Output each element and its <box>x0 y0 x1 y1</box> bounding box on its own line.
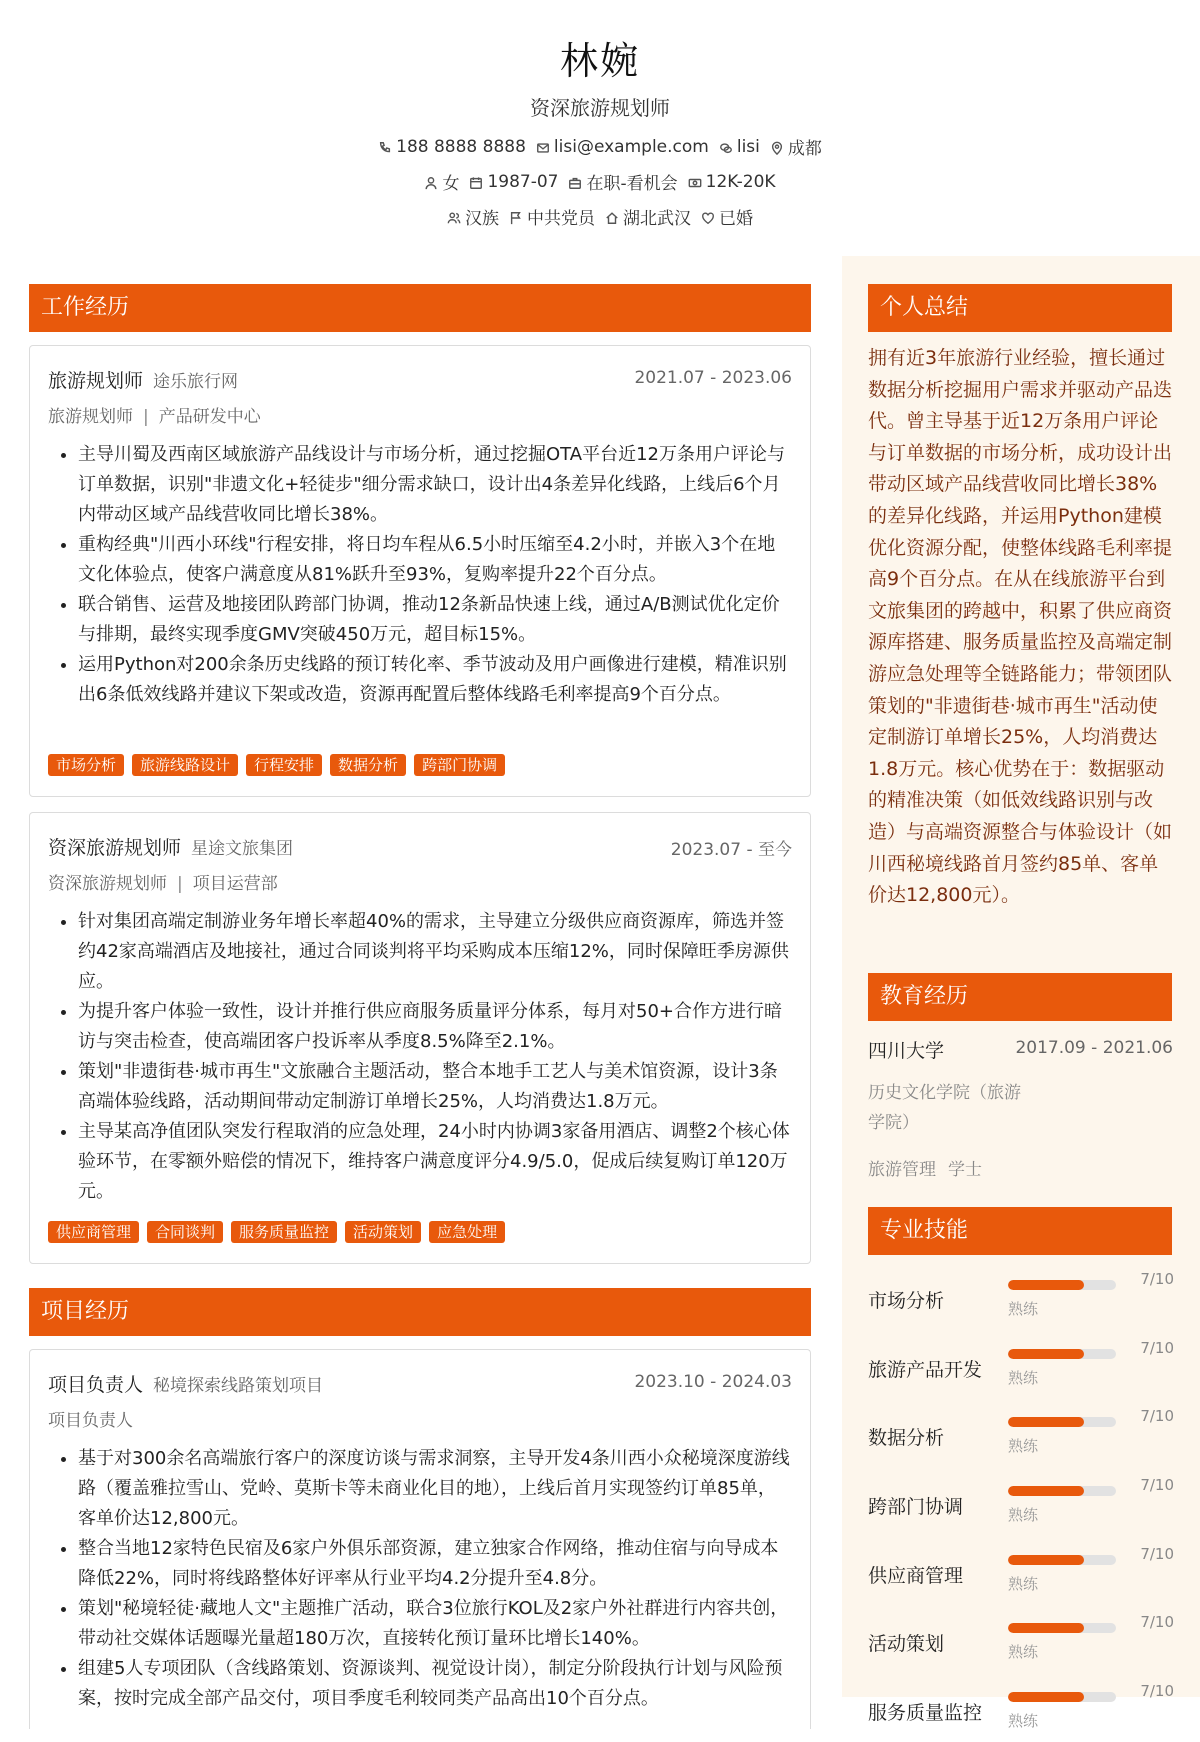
money-icon <box>688 175 702 189</box>
phone-icon <box>378 140 392 154</box>
skill-bar-fill <box>1008 1486 1084 1496</box>
calendar-icon <box>469 175 483 189</box>
skill-level: 熟练 <box>1008 1575 1039 1593</box>
skill-item <box>868 1407 1174 1467</box>
work-2-date: 2023.07 - 至今 <box>670 840 792 860</box>
ethnicity-info <box>447 204 499 229</box>
list-item: • 组建5人专项团队（含线路策划、资源谈判、视觉设计岗），制定分阶段执行计划与风险预案，按时完成全部产品交付，项目季度毛利较同类产品高出10个百分点。 <box>78 1654 792 1714</box>
skill-bar-fill <box>1008 1555 1084 1565</box>
list-item: • 主导某高净值团队突发行程取消的应急处理，24小时内协调3家备用酒店、调整2个核心体验环节，在零额外赔偿的情况下，维持客户满意度评分4.9/5.0，促成后续复购订单120万元。 <box>78 1117 792 1207</box>
education-college: 历史文化学院（旅游学院） <box>868 1083 1021 1133</box>
mail-icon <box>536 140 550 154</box>
skills-section-header: 专业技能 <box>868 1207 1172 1255</box>
list-item: • 整合当地12家特色民宿及6家户外俱乐部资源，建立独家合作网络，推动住宿与向导成本降低22%，同时将线路整体好评率从行业平均4.2分提升至4.8分。 <box>78 1534 792 1594</box>
email-info <box>536 134 709 159</box>
skill-score: 7/10 <box>1140 1476 1174 1494</box>
skill-item <box>868 1545 1174 1605</box>
work-section-header: 工作经历 <box>29 284 811 332</box>
summary-section-header: 个人总结 <box>868 284 1172 332</box>
education-date: 2017.09 - 2021.06 <box>1015 1038 1173 1058</box>
skill-tag: 市场分析 <box>48 754 124 776</box>
skill-bar-fill <box>1008 1280 1084 1290</box>
flag-icon <box>509 210 523 224</box>
email-text: lisi@example.com <box>553 136 709 157</box>
skill-tag: 供应商管理 <box>48 1221 139 1243</box>
list-item: • 运用Python对200余条历史线路的预订转化率、季节波动及用户画像进行建模，精准识别出6条低效线路并建议下架或改造，资源再配置后整体线路毛利率提高9个百分点。 <box>78 650 792 710</box>
education-school: 四川大学 <box>868 1040 945 1062</box>
work-2-subline <box>48 869 278 894</box>
wechat-text: lisi <box>736 136 760 157</box>
person-icon <box>424 175 438 189</box>
salary-text: 12K-20K <box>705 171 776 192</box>
skill-bar-fill <box>1008 1692 1084 1702</box>
politics-info <box>509 204 595 229</box>
contact-row <box>0 134 1200 159</box>
birth-info <box>469 169 558 194</box>
marital-info <box>701 204 753 229</box>
politics-text: 中共党员 <box>527 209 595 229</box>
project-role-title: 项目负责人 <box>48 1374 144 1396</box>
candidate-title: 资深旅游规划师 <box>530 96 670 120</box>
skill-name: 数据分析 <box>868 1427 945 1449</box>
skill-tag: 跨部门协调 <box>414 754 505 776</box>
work-1-tags <box>48 754 505 776</box>
project-entry-1 <box>29 1349 811 1729</box>
project-date: 2023.10 - 2024.03 <box>634 1372 792 1392</box>
education-major: 旅游管理 <box>868 1160 936 1180</box>
skill-tag: 行程安排 <box>246 754 322 776</box>
location-pin-icon <box>770 140 784 154</box>
skill-score: 7/10 <box>1140 1407 1174 1425</box>
work-2-bullets <box>48 907 792 1207</box>
list-item: • 策划"秘境轻徒·藏地人文"主题推广活动，联合3位旅行KOL及2家户外社群进行内容共创，带动社交媒体话题曝光量超180万次，直接转化预订量环比增长140%。 <box>78 1594 792 1654</box>
skill-tag: 活动策划 <box>345 1221 421 1243</box>
work-1-date: 2021.07 - 2023.06 <box>634 368 792 388</box>
skill-bar <box>1008 1417 1116 1427</box>
skill-bar <box>1008 1280 1116 1290</box>
list-item: • 联合销售、运营及地接团队跨部门协调，推动12条新品快速上线，通过A/B测试优化定价与排期，最终实现季度GMV突破450万元，超目标15%。 <box>78 590 792 650</box>
work-1-title-line <box>48 366 238 393</box>
skill-score: 7/10 <box>1140 1545 1174 1563</box>
work-1-title: 旅游规划师 <box>48 370 144 392</box>
skill-item <box>868 1339 1174 1399</box>
skill-level: 熟练 <box>1008 1437 1039 1455</box>
skill-item <box>868 1682 1174 1742</box>
work-entry-1 <box>29 345 811 797</box>
work-2-dept: 项目运营部 <box>192 874 278 894</box>
skill-level: 熟练 <box>1008 1643 1039 1661</box>
gender-text: 女 <box>442 174 460 194</box>
list-item: • 策划"非遗街巷·城市再生"文旅融合主题活动，整合本地手工艺人与美术馆资源，设计3条高端体验线路，活动期间带动定制游订单增长25%，人均消费达1.8万元。 <box>78 1057 792 1117</box>
skill-level: 熟练 <box>1008 1506 1039 1524</box>
list-item: • 主导川蜀及西南区域旅游产品线设计与市场分析，通过挖掘OTA平台近12万条用户评论与订单数据，识别"非遗文化+轻徒步"细分需求缺口，设计出4条差异化线路，上线后6个月内带动区域产品线营收同比增长38%。 <box>78 440 792 530</box>
skill-score: 7/10 <box>1140 1270 1174 1288</box>
briefcase-icon <box>568 175 582 189</box>
project-role: 项目负责人 <box>48 1411 133 1431</box>
phone-info <box>378 134 526 159</box>
skill-item <box>868 1613 1174 1673</box>
skill-level: 熟练 <box>1008 1300 1039 1318</box>
list-item: • 针对集团高端定制游业务年增长率超40%的需求，主导建立分级供应商资源库，筛选并签约42家高端酒店及地接社，通过合同谈判将平均采购成本压缩12%，同时保障旺季房源供应。 <box>78 907 792 997</box>
skill-level: 熟练 <box>1008 1369 1039 1387</box>
phone-text: 188 8888 8888 <box>396 136 526 157</box>
project-section-header: 项目经历 <box>29 1288 811 1336</box>
separator: | <box>177 874 183 894</box>
skill-tag: 合同谈判 <box>147 1221 223 1243</box>
skill-bar <box>1008 1623 1116 1633</box>
skill-name: 服务质量监控 <box>868 1702 983 1724</box>
separator: | <box>143 407 149 427</box>
skill-name: 跨部门协调 <box>868 1496 964 1518</box>
work-1-subline <box>48 402 261 427</box>
list-item: • 基于对300余名高端旅行客户的深度访谈与需求洞察，主导开发4条川西小众秘境深度游线路（覆盖雅拉雪山、党岭、莫斯卡等未商业化目的地），上线后首月实现签约订单85单，客单价达12,800元。 <box>78 1444 792 1534</box>
education-section-header: 教育经历 <box>868 973 1172 1021</box>
city-info <box>770 134 822 159</box>
work-2-role: 资深旅游规划师 <box>48 874 167 894</box>
skill-tag: 旅游线路设计 <box>132 754 238 776</box>
resume-header <box>0 0 1200 250</box>
project-name: 秘境探索线路策划项目 <box>153 1376 324 1396</box>
skill-name: 供应商管理 <box>868 1565 964 1587</box>
heart-icon <box>701 210 715 224</box>
work-2-title-line <box>48 833 293 860</box>
skill-score: 7/10 <box>1140 1682 1174 1700</box>
skill-bar-fill <box>1008 1349 1084 1359</box>
list-item: • 为提升客户体验一致性，设计并推行供应商服务质量评分体系，每月对50+合作方进行暗访与突击检查，使高端团客户投诉率从季度8.5%降至2.1%。 <box>78 997 792 1057</box>
hometown-info <box>605 204 691 229</box>
candidate-name: 林婉 <box>559 39 640 83</box>
skill-score: 7/10 <box>1140 1339 1174 1357</box>
status-text: 在职-看机会 <box>586 174 678 194</box>
work-1-dept: 产品研发中心 <box>158 407 261 427</box>
work-2-title: 资深旅游规划师 <box>48 837 182 859</box>
people-icon <box>447 210 461 224</box>
summary-text: 拥有近3年旅游行业经验，擅长通过数据分析挖掘用户需求并驱动产品迭代。曾主导基于近12万条用户评论与订单数据的市场分析，成功设计出带动区域产品线营收同比增长38%的差异化线路，并运用Python建模优化资源分配，使整体线路毛利率提高9个百分点。在从在线旅游平台到文旅集团的跨越中，积累了供应商资源库搭建、服务质量监控及高端定制游应急处理等全链路能力；带领团队策划的"非遗街巷·城市再生"活动使定制游订单增长25%，人均消费达1.8万元。核心优势在于：数据驱动的精准决策（如低效线路识别与改造）与高端资源整合与体验设计（如川西秘境线路首月签约85单、客单价达12,800元）。 <box>868 347 1173 907</box>
list-item: • 重构经典"川西小环线"行程安排，将日均车程从6.5小时压缩至4.2小时，并嵌入3个在地文化体验点，使客户满意度从81%跃升至93%，复购率提升22个百分点。 <box>78 530 792 590</box>
skill-bar <box>1008 1349 1116 1359</box>
skill-level: 熟练 <box>1008 1712 1039 1730</box>
work-2-tags <box>48 1221 505 1243</box>
city-text: 成都 <box>787 139 822 159</box>
marital-text: 已婚 <box>719 209 753 229</box>
background-row <box>0 204 1200 229</box>
skill-name: 市场分析 <box>868 1290 945 1312</box>
skill-bar-fill <box>1008 1623 1084 1633</box>
skill-bar-fill <box>1008 1417 1084 1427</box>
salary-info <box>688 169 776 194</box>
work-2-company: 星途文旅集团 <box>191 839 294 859</box>
skill-score: 7/10 <box>1140 1613 1174 1631</box>
hometown-text: 湖北武汉 <box>623 209 691 229</box>
ethnicity-text: 汉族 <box>465 209 499 229</box>
skill-name: 活动策划 <box>868 1633 945 1655</box>
status-info <box>568 169 677 194</box>
education-degree: 学士 <box>948 1160 982 1180</box>
skill-tag: 数据分析 <box>330 754 406 776</box>
skill-item <box>868 1270 1174 1330</box>
gender-info <box>424 169 459 194</box>
work-1-role: 旅游规划师 <box>48 407 133 427</box>
skill-bar <box>1008 1555 1116 1565</box>
project-title-line <box>48 1370 323 1397</box>
work-1-bullets <box>48 440 792 710</box>
skill-name: 旅游产品开发 <box>868 1359 983 1381</box>
project-bullets <box>48 1444 792 1714</box>
wechat-icon <box>719 140 733 154</box>
work-entry-2 <box>29 812 811 1264</box>
skill-tag: 应急处理 <box>429 1221 505 1243</box>
education-major-line <box>868 1155 982 1180</box>
skill-tag: 服务质量监控 <box>231 1221 337 1243</box>
skill-item <box>868 1476 1174 1536</box>
work-1-company: 途乐旅行网 <box>153 372 239 392</box>
skill-bar <box>1008 1692 1116 1702</box>
birth-text: 1987-07 <box>487 171 559 192</box>
wechat-info <box>719 134 760 159</box>
personal-row <box>0 169 1200 194</box>
project-subline <box>48 1406 133 1431</box>
skill-bar <box>1008 1486 1116 1496</box>
home-icon <box>605 210 619 224</box>
